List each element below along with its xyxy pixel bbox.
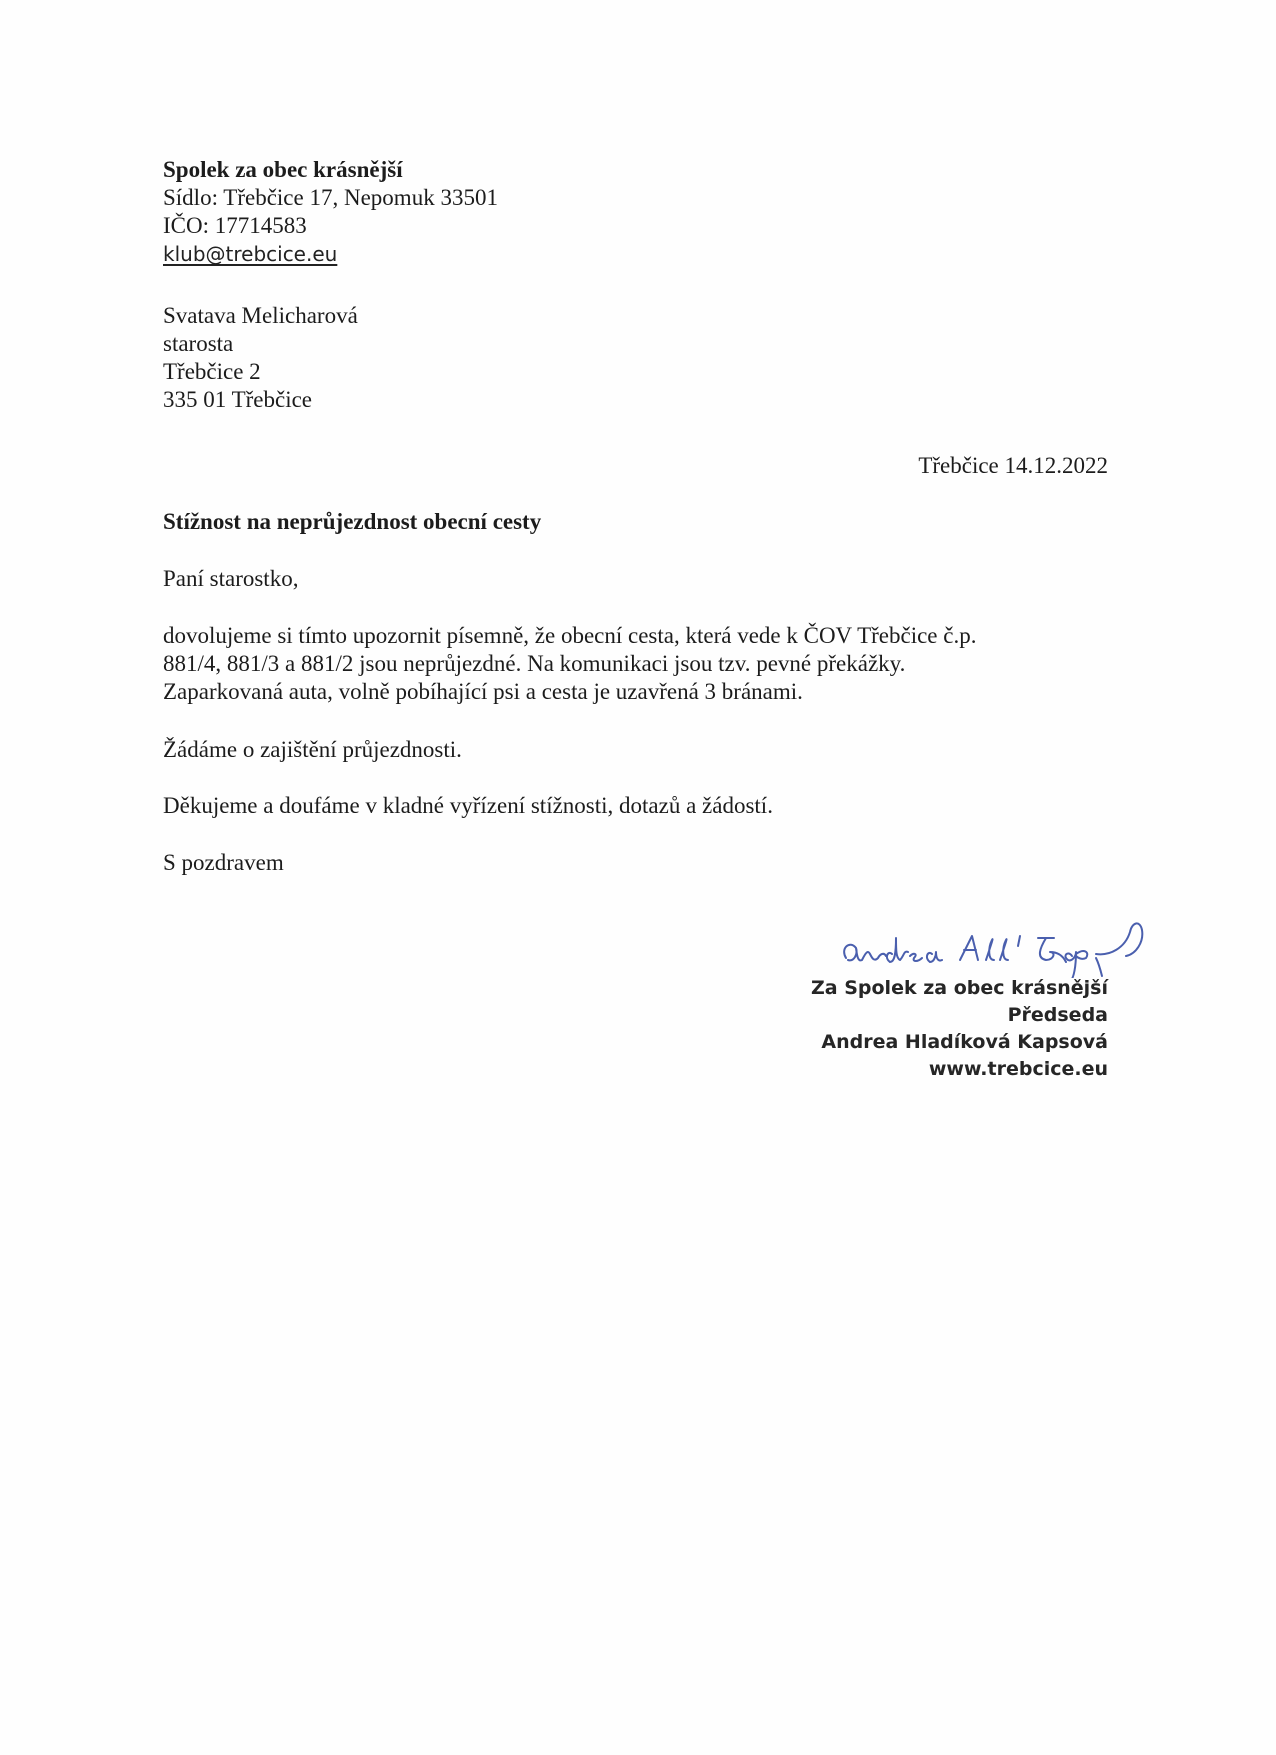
signature-organization: Za Spolek za obec krásnější bbox=[811, 977, 1108, 999]
salutation: Paní starostko, bbox=[163, 566, 299, 591]
handwritten-signature bbox=[840, 918, 1180, 978]
signature-block bbox=[811, 975, 1108, 1083]
letter-date: Třebčice 14.12.2022 bbox=[918, 453, 1108, 478]
body-paragraph-3: Děkujeme a doufáme v kladné vyřízení stížnosti, dotazů a žádostí. bbox=[163, 793, 773, 818]
body-line: 881/4, 881/3 a 881/2 jsou neprůjezdné. Na komunikaci jsou tzv. pevné překážky. bbox=[163, 651, 906, 676]
recipient-block bbox=[163, 302, 358, 414]
recipient-role: starosta bbox=[163, 331, 234, 356]
sender-email-link[interactable]: klub@trebcice.eu bbox=[163, 242, 338, 266]
sender-block bbox=[163, 156, 498, 268]
closing: S pozdravem bbox=[163, 850, 284, 875]
signature-name: Andrea Hladíková Kapsová bbox=[821, 1031, 1108, 1053]
signature-role: Předseda bbox=[1007, 1004, 1108, 1026]
body-line: dovolujeme si tímto upozornit písemně, že obecní cesta, která vede k ČOV Třebčice č.p. bbox=[163, 623, 977, 648]
sender-ico: IČO: 17714583 bbox=[163, 213, 307, 238]
body-paragraph-1 bbox=[163, 622, 976, 706]
sender-name: Spolek za obec krásnější bbox=[163, 157, 403, 182]
sender-address: Sídlo: Třebčice 17, Nepomuk 33501 bbox=[163, 185, 498, 210]
body-line: Zaparkovaná auta, volně pobíhající psi a cesta je uzavřená 3 bránami. bbox=[163, 679, 803, 704]
signature-website-link[interactable]: www.trebcice.eu bbox=[928, 1058, 1108, 1080]
recipient-street: Třebčice 2 bbox=[163, 359, 261, 384]
recipient-name: Svatava Melicharová bbox=[163, 303, 358, 328]
letter-subject: Stížnost na neprůjezdnost obecní cesty bbox=[163, 509, 542, 534]
recipient-city: 335 01 Třebčice bbox=[163, 387, 313, 412]
body-paragraph-2: Žádáme o zajištění průjezdnosti. bbox=[163, 737, 462, 762]
